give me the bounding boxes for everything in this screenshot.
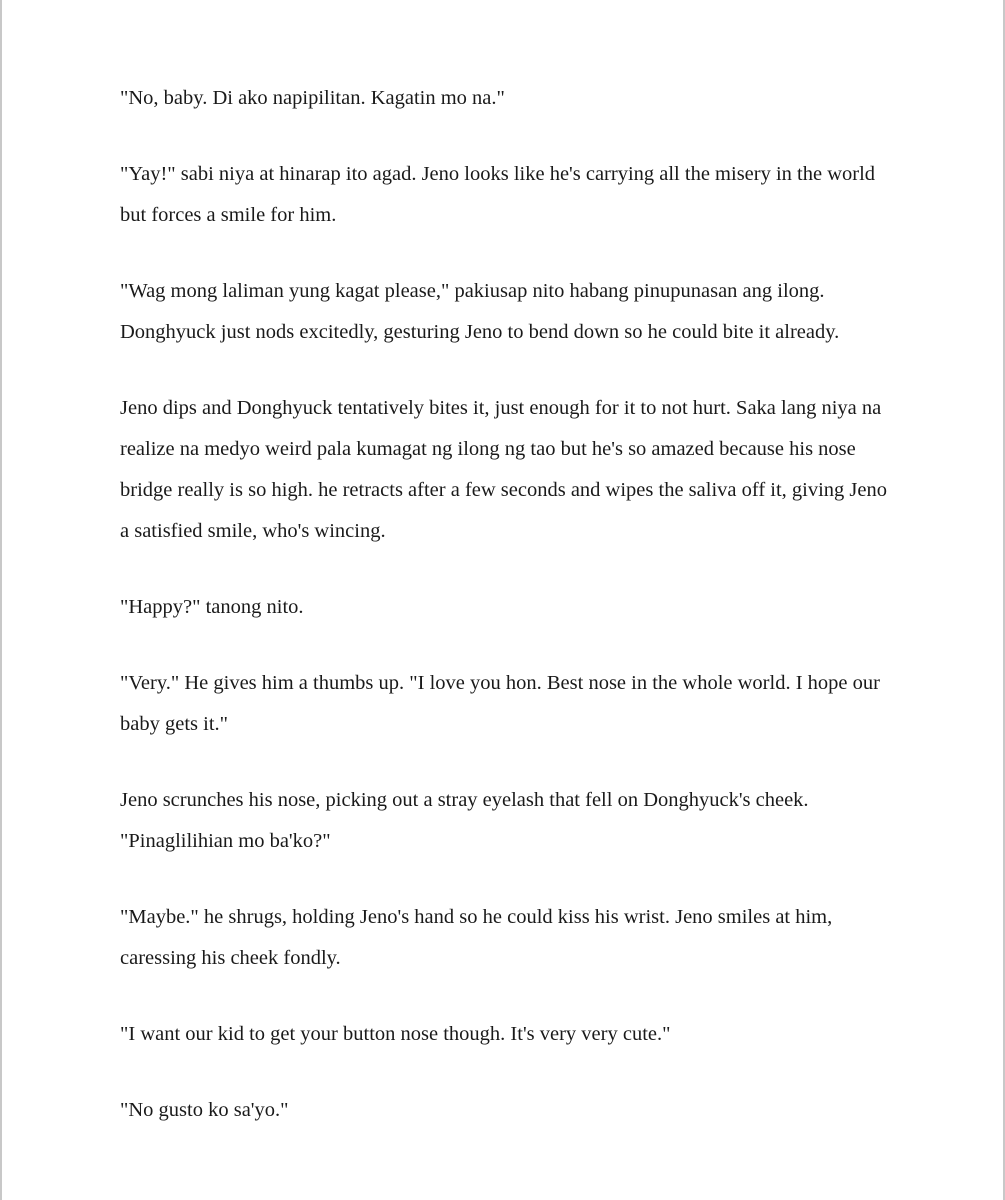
paragraph: "Wag mong laliman yung kagat please," pakiusap nito habang pinupunasan ang ilong. Donghyuck just nods excitedly, gesturing Jeno to bend down so he could bite it already. (120, 280, 840, 343)
paragraph: "Very." He gives him a thumbs up. "I love you hon. Best nose in the whole world. I hope our baby gets it." (120, 672, 880, 735)
paragraph: Jeno dips and Donghyuck tentatively bites it, just enough for it to not hurt. Saka lang niya na realize na medyo weird pala kumagat ng ilong ng tao but he's so amazed because his nose bridge really is so high. he retracts after a few seconds and wipes the saliva off it, giving Jeno a satisfied smile, who's wincing. (120, 397, 888, 542)
paragraph: "I want our kid to get your button nose though. It's very very cute." (120, 1023, 671, 1045)
paragraph: "Yay!" sabi niya at hinarap ito agad. Jeno looks like he's carrying all the misery in the world but forces a smile for him. (120, 163, 876, 226)
paragraph: "No gusto ko sa'yo." (120, 1099, 289, 1121)
paragraph: "Happy?" tanong nito. (120, 596, 304, 618)
paragraph: "Maybe." he shrugs, holding Jeno's hand so he could kiss his wrist. Jeno smiles at him, caressing his cheek fondly. (120, 906, 833, 969)
document-body (120, 78, 895, 1166)
paragraph: Jeno scrunches his nose, picking out a stray eyelash that fell on Donghyuck's cheek. "Pinaglilihian mo ba'ko?" (120, 789, 809, 852)
paragraph: "No, baby. Di ako napipilitan. Kagatin mo na." (120, 87, 505, 109)
